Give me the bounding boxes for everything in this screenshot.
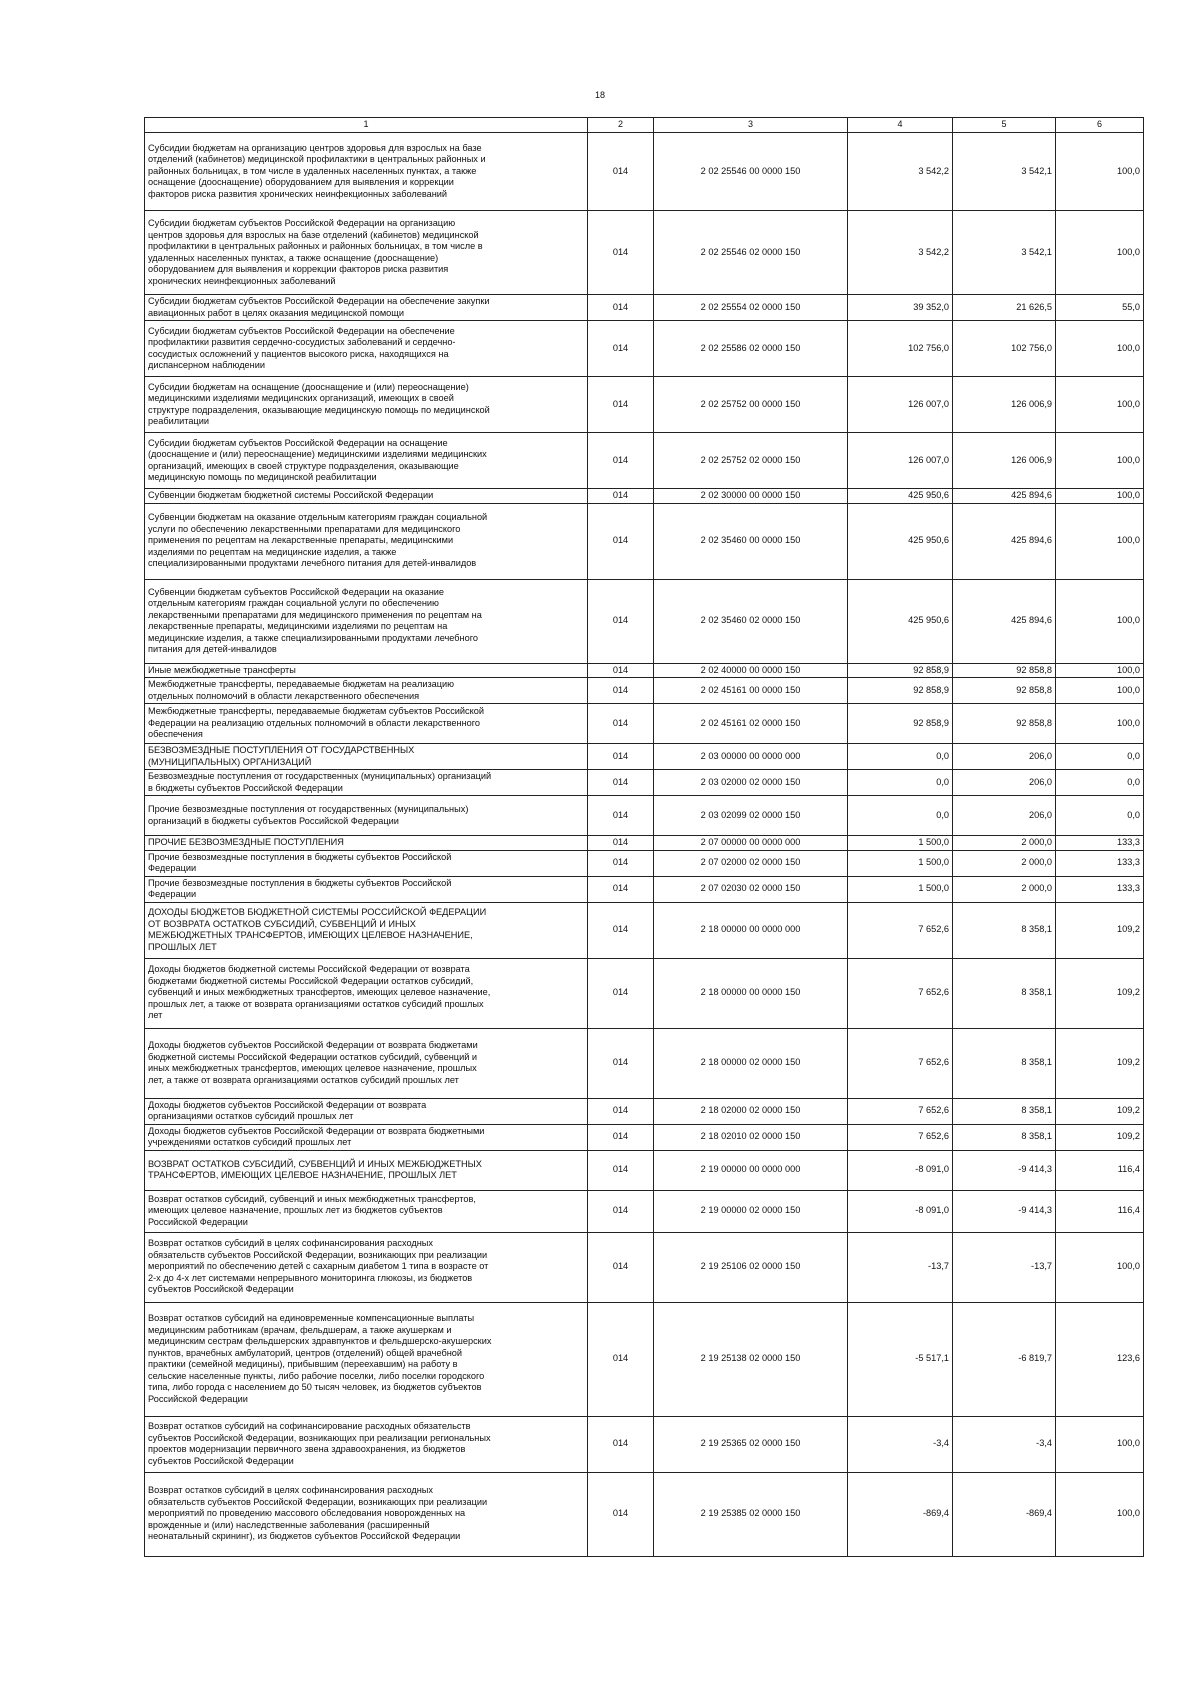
row-percent-value: 100,0 bbox=[1056, 377, 1144, 433]
column-header-percent: 6 bbox=[1056, 118, 1144, 133]
row-admin-code: 014 bbox=[588, 211, 654, 295]
row-admin-code: 014 bbox=[588, 489, 654, 504]
row-kbk-code: 2 19 25385 02 0000 150 bbox=[654, 1472, 848, 1556]
row-percent-value: 100,0 bbox=[1056, 1232, 1144, 1302]
row-percent-value: 100,0 bbox=[1056, 1472, 1144, 1556]
row-admin-code: 014 bbox=[588, 433, 654, 489]
row-plan-value: -13,7 bbox=[848, 1232, 953, 1302]
row-percent-value: 100,0 bbox=[1056, 321, 1144, 377]
table-row bbox=[145, 1232, 1144, 1302]
row-admin-code: 014 bbox=[588, 1416, 654, 1472]
row-kbk-code: 2 02 25554 02 0000 150 bbox=[654, 295, 848, 321]
table-row bbox=[145, 796, 1144, 836]
table-row bbox=[145, 377, 1144, 433]
row-plan-value: 1 500,0 bbox=[848, 850, 953, 876]
row-percent-value: 55,0 bbox=[1056, 295, 1144, 321]
row-actual-value: -13,7 bbox=[953, 1232, 1056, 1302]
row-percent-value: 100,0 bbox=[1056, 579, 1144, 663]
row-admin-code: 014 bbox=[588, 876, 654, 902]
row-actual-value: 425 894,6 bbox=[953, 503, 1056, 579]
row-plan-value: 0,0 bbox=[848, 796, 953, 836]
table-row bbox=[145, 1028, 1144, 1098]
row-percent-value: 109,2 bbox=[1056, 1098, 1144, 1124]
row-name: Возврат остатков субсидий на единовременные компенсационные выплаты медицинским работникам (врачам, фельдшерам, а также акушеркам и медицинским сестрам фельдшерских здравпунктов и фельдшерско-акушерских пунктов, врачебных амбулаторий, центров (отделений) общей врачебной практики (семейной медицины), прибывшим (переехавшим) на работу в сельские населенные пункты, либо рабочие поселки, либо поселки городского типа, либо города с населением до 50 тысяч человек, из бюджетов субъектов Российской Федерации bbox=[145, 1302, 588, 1416]
column-header-plan: 4 bbox=[848, 118, 953, 133]
row-name: Доходы бюджетов субъектов Российской Федерации от возврата бюджетными учреждениями остатков субсидий прошлых лет bbox=[145, 1124, 588, 1150]
row-name: Межбюджетные трансферты, передаваемые бюджетам на реализацию отдельных полномочий в области лекарственного обеспечения bbox=[145, 678, 588, 704]
row-actual-value: 206,0 bbox=[953, 744, 1056, 770]
table-row bbox=[145, 770, 1144, 796]
row-name: Субвенции бюджетам бюджетной системы Российской Федерации bbox=[145, 489, 588, 504]
row-actual-value: 92 858,8 bbox=[953, 704, 1056, 744]
row-kbk-code: 2 19 25138 02 0000 150 bbox=[654, 1302, 848, 1416]
row-plan-value: 92 858,9 bbox=[848, 663, 953, 678]
row-kbk-code: 2 02 25546 00 0000 150 bbox=[654, 133, 848, 211]
row-plan-value: 7 652,6 bbox=[848, 1028, 953, 1098]
row-percent-value: 0,0 bbox=[1056, 796, 1144, 836]
row-plan-value: 1 500,0 bbox=[848, 836, 953, 851]
table-row bbox=[145, 1472, 1144, 1556]
row-name: Возврат остатков субсидий в целях софинансирования расходных обязательств субъектов Российской Федерации, возникающих при реализации мероприятий по обеспечению детей с сахарным диабетом 1 типа в возрасте от 2-х до 4-х лет системами непрерывного мониторинга глюкозы, из бюджетов субъектов Российской Федерации bbox=[145, 1232, 588, 1302]
row-name: Безвозмездные поступления от государственных (муниципальных) организаций в бюджеты субъектов Российской Федерации bbox=[145, 770, 588, 796]
row-plan-value: 7 652,6 bbox=[848, 1098, 953, 1124]
row-kbk-code: 2 03 00000 00 0000 000 bbox=[654, 744, 848, 770]
row-kbk-code: 2 18 02010 02 0000 150 bbox=[654, 1124, 848, 1150]
row-plan-value: 425 950,6 bbox=[848, 579, 953, 663]
row-actual-value: 8 358,1 bbox=[953, 1098, 1056, 1124]
row-percent-value: 109,2 bbox=[1056, 958, 1144, 1028]
row-name: Межбюджетные трансферты, передаваемые бюджетам субъектов Российской Федерации на реализацию отдельных полномочий в области лекарственного обеспечения bbox=[145, 704, 588, 744]
row-name: Прочие безвозмездные поступления в бюджеты субъектов Российской Федерации bbox=[145, 876, 588, 902]
row-plan-value: 102 756,0 bbox=[848, 321, 953, 377]
table-row bbox=[145, 503, 1144, 579]
row-actual-value: 206,0 bbox=[953, 796, 1056, 836]
row-name: Субсидии бюджетам субъектов Российской Федерации на организацию центров здоровья для взрослых на базе отделений (кабинетов) медицинской профилактики в центральных районных и районных больницах, в том числе в удаленных населенных пунктах, а также оснащение (дооснащение) оборудованием для выявления и коррекции факторов риска развития хронических неинфекционных заболеваний bbox=[145, 211, 588, 295]
row-percent-value: 100,0 bbox=[1056, 211, 1144, 295]
row-percent-value: 100,0 bbox=[1056, 503, 1144, 579]
row-admin-code: 014 bbox=[588, 503, 654, 579]
table-row bbox=[145, 836, 1144, 851]
row-actual-value: 21 626,5 bbox=[953, 295, 1056, 321]
row-percent-value: 100,0 bbox=[1056, 704, 1144, 744]
row-percent-value: 100,0 bbox=[1056, 133, 1144, 211]
row-name: Доходы бюджетов субъектов Российской Федерации от возврата бюджетами бюджетной системы Российской Федерации остатков субсидий, субвенций и иных межбюджетных трансфертов, имеющих целевое назначение, прошлых лет, а также от возврата организациями остатков субсидий прошлых лет bbox=[145, 1028, 588, 1098]
row-plan-value: -3,4 bbox=[848, 1416, 953, 1472]
row-actual-value: 425 894,6 bbox=[953, 579, 1056, 663]
row-actual-value: 8 358,1 bbox=[953, 1028, 1056, 1098]
table-row bbox=[145, 876, 1144, 902]
row-actual-value: -3,4 bbox=[953, 1416, 1056, 1472]
row-admin-code: 014 bbox=[588, 321, 654, 377]
row-admin-code: 014 bbox=[588, 1028, 654, 1098]
row-plan-value: 3 542,2 bbox=[848, 211, 953, 295]
row-percent-value: 109,2 bbox=[1056, 902, 1144, 958]
row-name: Возврат остатков субсидий на софинансирование расходных обязательств субъектов Российской Федерации, возникающих при реализации региональных проектов модернизации первичного звена здравоохранения, из бюджетов субъектов Российской Федерации bbox=[145, 1416, 588, 1472]
row-admin-code: 014 bbox=[588, 1124, 654, 1150]
row-kbk-code: 2 02 30000 00 0000 150 bbox=[654, 489, 848, 504]
row-admin-code: 014 bbox=[588, 1190, 654, 1232]
row-admin-code: 014 bbox=[588, 902, 654, 958]
row-actual-value: 102 756,0 bbox=[953, 321, 1056, 377]
budget-table bbox=[144, 117, 1144, 1557]
row-percent-value: 133,3 bbox=[1056, 850, 1144, 876]
row-plan-value: -8 091,0 bbox=[848, 1150, 953, 1190]
column-header-kbk: 3 bbox=[654, 118, 848, 133]
table-row bbox=[145, 1150, 1144, 1190]
table-row bbox=[145, 1124, 1144, 1150]
row-actual-value: 126 006,9 bbox=[953, 433, 1056, 489]
row-actual-value: 2 000,0 bbox=[953, 876, 1056, 902]
row-percent-value: 116,4 bbox=[1056, 1190, 1144, 1232]
row-percent-value: 109,2 bbox=[1056, 1124, 1144, 1150]
row-plan-value: 7 652,6 bbox=[848, 902, 953, 958]
row-actual-value: 425 894,6 bbox=[953, 489, 1056, 504]
row-plan-value: 425 950,6 bbox=[848, 489, 953, 504]
row-actual-value: 8 358,1 bbox=[953, 958, 1056, 1028]
row-admin-code: 014 bbox=[588, 678, 654, 704]
column-header-name: 1 bbox=[145, 118, 588, 133]
row-plan-value: 39 352,0 bbox=[848, 295, 953, 321]
row-percent-value: 100,0 bbox=[1056, 489, 1144, 504]
row-admin-code: 014 bbox=[588, 958, 654, 1028]
row-actual-value: 126 006,9 bbox=[953, 377, 1056, 433]
row-kbk-code: 2 02 35460 02 0000 150 bbox=[654, 579, 848, 663]
table-row bbox=[145, 850, 1144, 876]
row-plan-value: 7 652,6 bbox=[848, 958, 953, 1028]
row-kbk-code: 2 18 00000 00 0000 150 bbox=[654, 958, 848, 1028]
row-plan-value: 92 858,9 bbox=[848, 704, 953, 744]
row-plan-value: -8 091,0 bbox=[848, 1190, 953, 1232]
row-name: Доходы бюджетов бюджетной системы Российской Федерации от возврата бюджетами бюджетной системы Российской Федерации остатков субсидий, субвенций и иных межбюджетных трансфертов, имеющих целевое назначение, прошлых лет, а также от возврата организациями остатков субсидий прошлых лет bbox=[145, 958, 588, 1028]
row-kbk-code: 2 07 02030 02 0000 150 bbox=[654, 876, 848, 902]
row-percent-value: 100,0 bbox=[1056, 678, 1144, 704]
table-row bbox=[145, 663, 1144, 678]
row-name: Субсидии бюджетам субъектов Российской Федерации на оснащение (дооснащение и (или) переоснащение) медицинскими изделиями медицинских организаций, имеющих в своей структуре подразделения, оказывающие медицинскую помощь по медицинской реабилитации bbox=[145, 433, 588, 489]
table-header bbox=[145, 118, 1144, 133]
row-kbk-code: 2 07 02000 02 0000 150 bbox=[654, 850, 848, 876]
row-name: Иные межбюджетные трансферты bbox=[145, 663, 588, 678]
row-admin-code: 014 bbox=[588, 704, 654, 744]
row-admin-code: 014 bbox=[588, 1302, 654, 1416]
row-actual-value: -9 414,3 bbox=[953, 1190, 1056, 1232]
table-row bbox=[145, 295, 1144, 321]
row-actual-value: 92 858,8 bbox=[953, 663, 1056, 678]
column-header-admin-code: 2 bbox=[588, 118, 654, 133]
row-percent-value: 133,3 bbox=[1056, 876, 1144, 902]
row-actual-value: -6 819,7 bbox=[953, 1302, 1056, 1416]
row-percent-value: 123,6 bbox=[1056, 1302, 1144, 1416]
row-kbk-code: 2 02 25586 02 0000 150 bbox=[654, 321, 848, 377]
row-percent-value: 100,0 bbox=[1056, 1416, 1144, 1472]
row-admin-code: 014 bbox=[588, 1150, 654, 1190]
row-plan-value: 1 500,0 bbox=[848, 876, 953, 902]
row-admin-code: 014 bbox=[588, 850, 654, 876]
table-row bbox=[145, 433, 1144, 489]
table-row bbox=[145, 958, 1144, 1028]
row-actual-value: 92 858,8 bbox=[953, 678, 1056, 704]
row-admin-code: 014 bbox=[588, 1232, 654, 1302]
row-plan-value: 126 007,0 bbox=[848, 377, 953, 433]
row-admin-code: 014 bbox=[588, 1098, 654, 1124]
row-admin-code: 014 bbox=[588, 796, 654, 836]
row-name: ДОХОДЫ БЮДЖЕТОВ БЮДЖЕТНОЙ СИСТЕМЫ РОССИЙСКОЙ ФЕДЕРАЦИИ ОТ ВОЗВРАТА ОСТАТКОВ СУБСИДИЙ, СУБВЕНЦИЙ И ИНЫХ МЕЖБЮДЖЕТНЫХ ТРАНСФЕРТОВ, ИМЕЮЩИХ ЦЕЛЕВОЕ НАЗНАЧЕНИЕ, ПРОШЛЫХ ЛЕТ bbox=[145, 902, 588, 958]
row-name: ВОЗВРАТ ОСТАТКОВ СУБСИДИЙ, СУБВЕНЦИЙ И ИНЫХ МЕЖБЮДЖЕТНЫХ ТРАНСФЕРТОВ, ИМЕЮЩИХ ЦЕЛЕВОЕ НАЗНАЧЕНИЕ, ПРОШЛЫХ ЛЕТ bbox=[145, 1150, 588, 1190]
row-plan-value: -869,4 bbox=[848, 1472, 953, 1556]
row-percent-value: 0,0 bbox=[1056, 744, 1144, 770]
row-admin-code: 014 bbox=[588, 133, 654, 211]
row-plan-value: 0,0 bbox=[848, 770, 953, 796]
table-row bbox=[145, 1190, 1144, 1232]
table-row bbox=[145, 211, 1144, 295]
row-actual-value: 8 358,1 bbox=[953, 902, 1056, 958]
row-admin-code: 014 bbox=[588, 1472, 654, 1556]
table-row bbox=[145, 704, 1144, 744]
row-kbk-code: 2 18 00000 02 0000 150 bbox=[654, 1028, 848, 1098]
row-plan-value: 3 542,2 bbox=[848, 133, 953, 211]
table-row bbox=[145, 133, 1144, 211]
row-kbk-code: 2 19 25106 02 0000 150 bbox=[654, 1232, 848, 1302]
row-kbk-code: 2 02 25752 00 0000 150 bbox=[654, 377, 848, 433]
row-plan-value: 0,0 bbox=[848, 744, 953, 770]
table-row bbox=[145, 579, 1144, 663]
row-name: ПРОЧИЕ БЕЗВОЗМЕЗДНЫЕ ПОСТУПЛЕНИЯ bbox=[145, 836, 588, 851]
row-actual-value: 8 358,1 bbox=[953, 1124, 1056, 1150]
row-kbk-code: 2 02 25752 02 0000 150 bbox=[654, 433, 848, 489]
row-actual-value: -869,4 bbox=[953, 1472, 1056, 1556]
row-kbk-code: 2 07 00000 00 0000 000 bbox=[654, 836, 848, 851]
row-admin-code: 014 bbox=[588, 579, 654, 663]
row-name: Доходы бюджетов субъектов Российской Федерации от возврата организациями остатков субсидий прошлых лет bbox=[145, 1098, 588, 1124]
row-percent-value: 0,0 bbox=[1056, 770, 1144, 796]
row-name: Субсидии бюджетам на оснащение (дооснащение и (или) переоснащение) медицинскими изделиями медицинских организаций, имеющих в своей структуре подразделения, оказывающие медицинскую помощь по медицинской реабилитации bbox=[145, 377, 588, 433]
row-kbk-code: 2 02 35460 00 0000 150 bbox=[654, 503, 848, 579]
row-kbk-code: 2 18 00000 00 0000 000 bbox=[654, 902, 848, 958]
row-name: БЕЗВОЗМЕЗДНЫЕ ПОСТУПЛЕНИЯ ОТ ГОСУДАРСТВЕННЫХ (МУНИЦИПАЛЬНЫХ) ОРГАНИЗАЦИЙ bbox=[145, 744, 588, 770]
table-row bbox=[145, 1302, 1144, 1416]
table-row bbox=[145, 321, 1144, 377]
row-name: Возврат остатков субсидий, субвенций и иных межбюджетных трансфертов, имеющих целевое назначение, прошлых лет из бюджетов субъектов Российской Федерации bbox=[145, 1190, 588, 1232]
row-kbk-code: 2 19 25365 02 0000 150 bbox=[654, 1416, 848, 1472]
column-header-actual: 5 bbox=[953, 118, 1056, 133]
row-kbk-code: 2 19 00000 00 0000 000 bbox=[654, 1150, 848, 1190]
row-kbk-code: 2 03 02099 02 0000 150 bbox=[654, 796, 848, 836]
row-percent-value: 100,0 bbox=[1056, 433, 1144, 489]
table-row bbox=[145, 1098, 1144, 1124]
row-name: Субвенции бюджетам субъектов Российской Федерации на оказание отдельным категориям граждан социальной услуги по обеспечению лекарственными препаратами для медицинского применения по рецептам на лекарственные препараты, медицинскими изделиями по рецептам на медицинские изделия, а также специализированными продуктами лечебного питания для детей-инвалидов bbox=[145, 579, 588, 663]
row-actual-value: 2 000,0 bbox=[953, 850, 1056, 876]
row-admin-code: 014 bbox=[588, 744, 654, 770]
row-kbk-code: 2 19 00000 02 0000 150 bbox=[654, 1190, 848, 1232]
row-percent-value: 116,4 bbox=[1056, 1150, 1144, 1190]
row-kbk-code: 2 03 02000 02 0000 150 bbox=[654, 770, 848, 796]
row-kbk-code: 2 18 02000 02 0000 150 bbox=[654, 1098, 848, 1124]
row-name: Субсидии бюджетам на организацию центров здоровья для взрослых на базе отделений (кабинетов) медицинской профилактики в центральных районных и районных больницах, в том числе в удаленных населенных пунктах, а также оснащение (дооснащение) оборудованием для выявления и коррекции факторов риска развития хронических неинфекционных заболеваний bbox=[145, 133, 588, 211]
row-kbk-code: 2 02 45161 00 0000 150 bbox=[654, 678, 848, 704]
row-name: Субсидии бюджетам субъектов Российской Федерации на обеспечение профилактики развития сердечно-сосудистых заболеваний и сердечно- сосудистых осложнений у пациентов высокого риска, находящихся на диспансерном наблюдении bbox=[145, 321, 588, 377]
row-actual-value: -9 414,3 bbox=[953, 1150, 1056, 1190]
table-row bbox=[145, 744, 1144, 770]
row-plan-value: 126 007,0 bbox=[848, 433, 953, 489]
table-row bbox=[145, 902, 1144, 958]
table-row bbox=[145, 678, 1144, 704]
table-row bbox=[145, 489, 1144, 504]
row-name: Возврат остатков субсидий в целях софинансирования расходных обязательств субъектов Российской Федерации, возникающих при реализации мероприятий по проведению массового обследования новорожденных на врожденные и (или) наследственные заболевания (расширенный неонатальный скрининг), из бюджетов субъектов Российской Федерации bbox=[145, 1472, 588, 1556]
row-plan-value: 7 652,6 bbox=[848, 1124, 953, 1150]
row-actual-value: 2 000,0 bbox=[953, 836, 1056, 851]
row-name: Прочие безвозмездные поступления от государственных (муниципальных) организаций в бюджеты субъектов Российской Федерации bbox=[145, 796, 588, 836]
row-name: Субсидии бюджетам субъектов Российской Федерации на обеспечение закупки авиационных работ в целях оказания медицинской помощи bbox=[145, 295, 588, 321]
row-actual-value: 206,0 bbox=[953, 770, 1056, 796]
row-actual-value: 3 542,1 bbox=[953, 133, 1056, 211]
row-name: Субвенции бюджетам на оказание отдельным категориям граждан социальной услуги по обеспечению лекарственными препаратами для медицинского применения по рецептам на лекарственные препараты, медицинскими изделиями по рецептам на медицинские изделия, а также специализированными продуктами лечебного питания для детей-инвалидов bbox=[145, 503, 588, 579]
row-name: Прочие безвозмездные поступления в бюджеты субъектов Российской Федерации bbox=[145, 850, 588, 876]
row-percent-value: 100,0 bbox=[1056, 663, 1144, 678]
row-percent-value: 133,3 bbox=[1056, 836, 1144, 851]
page-number: 18 bbox=[594, 90, 605, 100]
row-percent-value: 109,2 bbox=[1056, 1028, 1144, 1098]
row-kbk-code: 2 02 25546 02 0000 150 bbox=[654, 211, 848, 295]
row-admin-code: 014 bbox=[588, 663, 654, 678]
row-admin-code: 014 bbox=[588, 295, 654, 321]
row-admin-code: 014 bbox=[588, 377, 654, 433]
row-admin-code: 014 bbox=[588, 836, 654, 851]
row-actual-value: 3 542,1 bbox=[953, 211, 1056, 295]
row-plan-value: -5 517,1 bbox=[848, 1302, 953, 1416]
table-row bbox=[145, 1416, 1144, 1472]
column-number-row bbox=[145, 118, 1144, 133]
row-kbk-code: 2 02 40000 00 0000 150 bbox=[654, 663, 848, 678]
row-admin-code: 014 bbox=[588, 770, 654, 796]
table-body bbox=[145, 133, 1144, 1557]
row-plan-value: 425 950,6 bbox=[848, 503, 953, 579]
row-plan-value: 92 858,9 bbox=[848, 678, 953, 704]
row-kbk-code: 2 02 45161 02 0000 150 bbox=[654, 704, 848, 744]
